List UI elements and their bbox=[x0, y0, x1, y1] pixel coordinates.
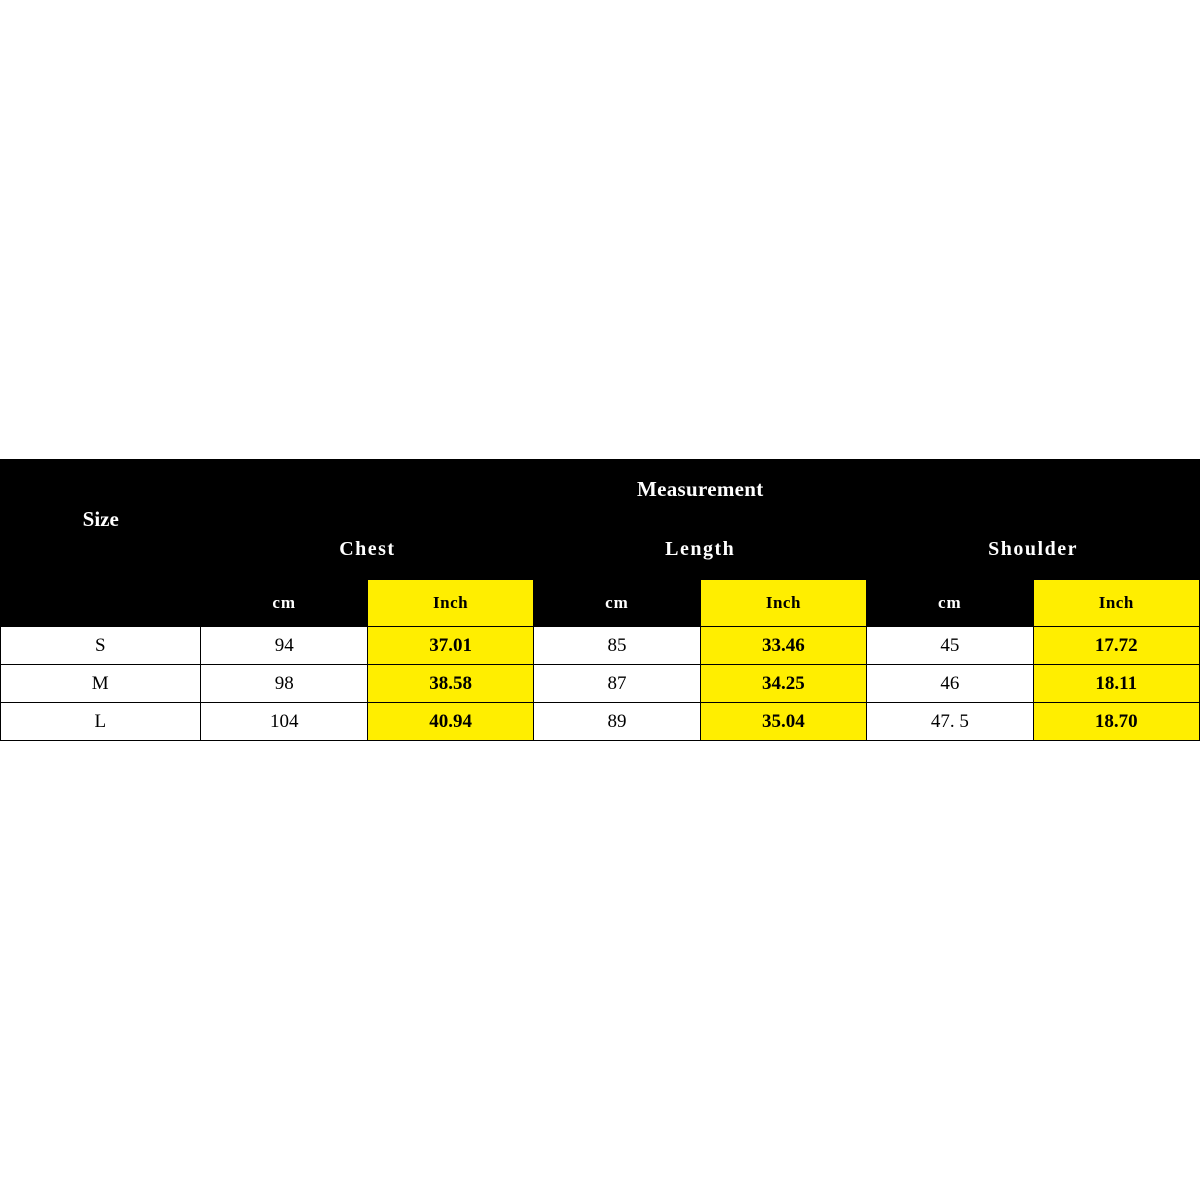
table-row bbox=[1, 665, 1200, 703]
table-row bbox=[1, 627, 1200, 665]
cell-chest-cm: 104 bbox=[201, 703, 367, 741]
cell-chest-inch: 38.58 bbox=[367, 665, 533, 703]
cell-length-cm: 89 bbox=[534, 703, 700, 741]
header-size-label: Size bbox=[1, 460, 201, 580]
cell-shoulder-inch: 17.72 bbox=[1033, 627, 1199, 665]
header-group-shoulder: Shoulder bbox=[867, 519, 1200, 580]
header-unit-chest-cm: cm bbox=[201, 580, 367, 627]
header-unit-shoulder-inch: Inch bbox=[1033, 580, 1199, 627]
cell-chest-cm: 98 bbox=[201, 665, 367, 703]
cell-length-inch: 33.46 bbox=[700, 627, 866, 665]
cell-length-inch: 34.25 bbox=[700, 665, 866, 703]
cell-shoulder-cm: 47. 5 bbox=[867, 703, 1033, 741]
cell-chest-inch: 40.94 bbox=[367, 703, 533, 741]
cell-length-cm: 85 bbox=[534, 627, 700, 665]
cell-chest-inch: 37.01 bbox=[367, 627, 533, 665]
size-chart-table-wrap bbox=[0, 459, 1200, 741]
header-unit-chest-inch: Inch bbox=[367, 580, 533, 627]
cell-length-cm: 87 bbox=[534, 665, 700, 703]
header-unit-length-cm: cm bbox=[534, 580, 700, 627]
size-measurement-table bbox=[0, 459, 1200, 741]
table-header-row-units bbox=[1, 580, 1200, 627]
cell-shoulder-cm: 45 bbox=[867, 627, 1033, 665]
header-group-chest: Chest bbox=[201, 519, 534, 580]
cell-chest-cm: 94 bbox=[201, 627, 367, 665]
row-size-label: M bbox=[1, 665, 201, 703]
cell-shoulder-inch: 18.11 bbox=[1033, 665, 1199, 703]
header-unit-shoulder-cm: cm bbox=[867, 580, 1033, 627]
cell-shoulder-cm: 46 bbox=[867, 665, 1033, 703]
header-unit-length-inch: Inch bbox=[700, 580, 866, 627]
header-group-length: Length bbox=[534, 519, 867, 580]
row-size-label: L bbox=[1, 703, 201, 741]
header-measurement-title: Measurement bbox=[201, 460, 1200, 519]
header-unit-spacer bbox=[1, 580, 201, 627]
cell-length-inch: 35.04 bbox=[700, 703, 866, 741]
table-row bbox=[1, 703, 1200, 741]
cell-shoulder-inch: 18.70 bbox=[1033, 703, 1199, 741]
row-size-label: S bbox=[1, 627, 201, 665]
table-header-row-title bbox=[1, 460, 1200, 519]
